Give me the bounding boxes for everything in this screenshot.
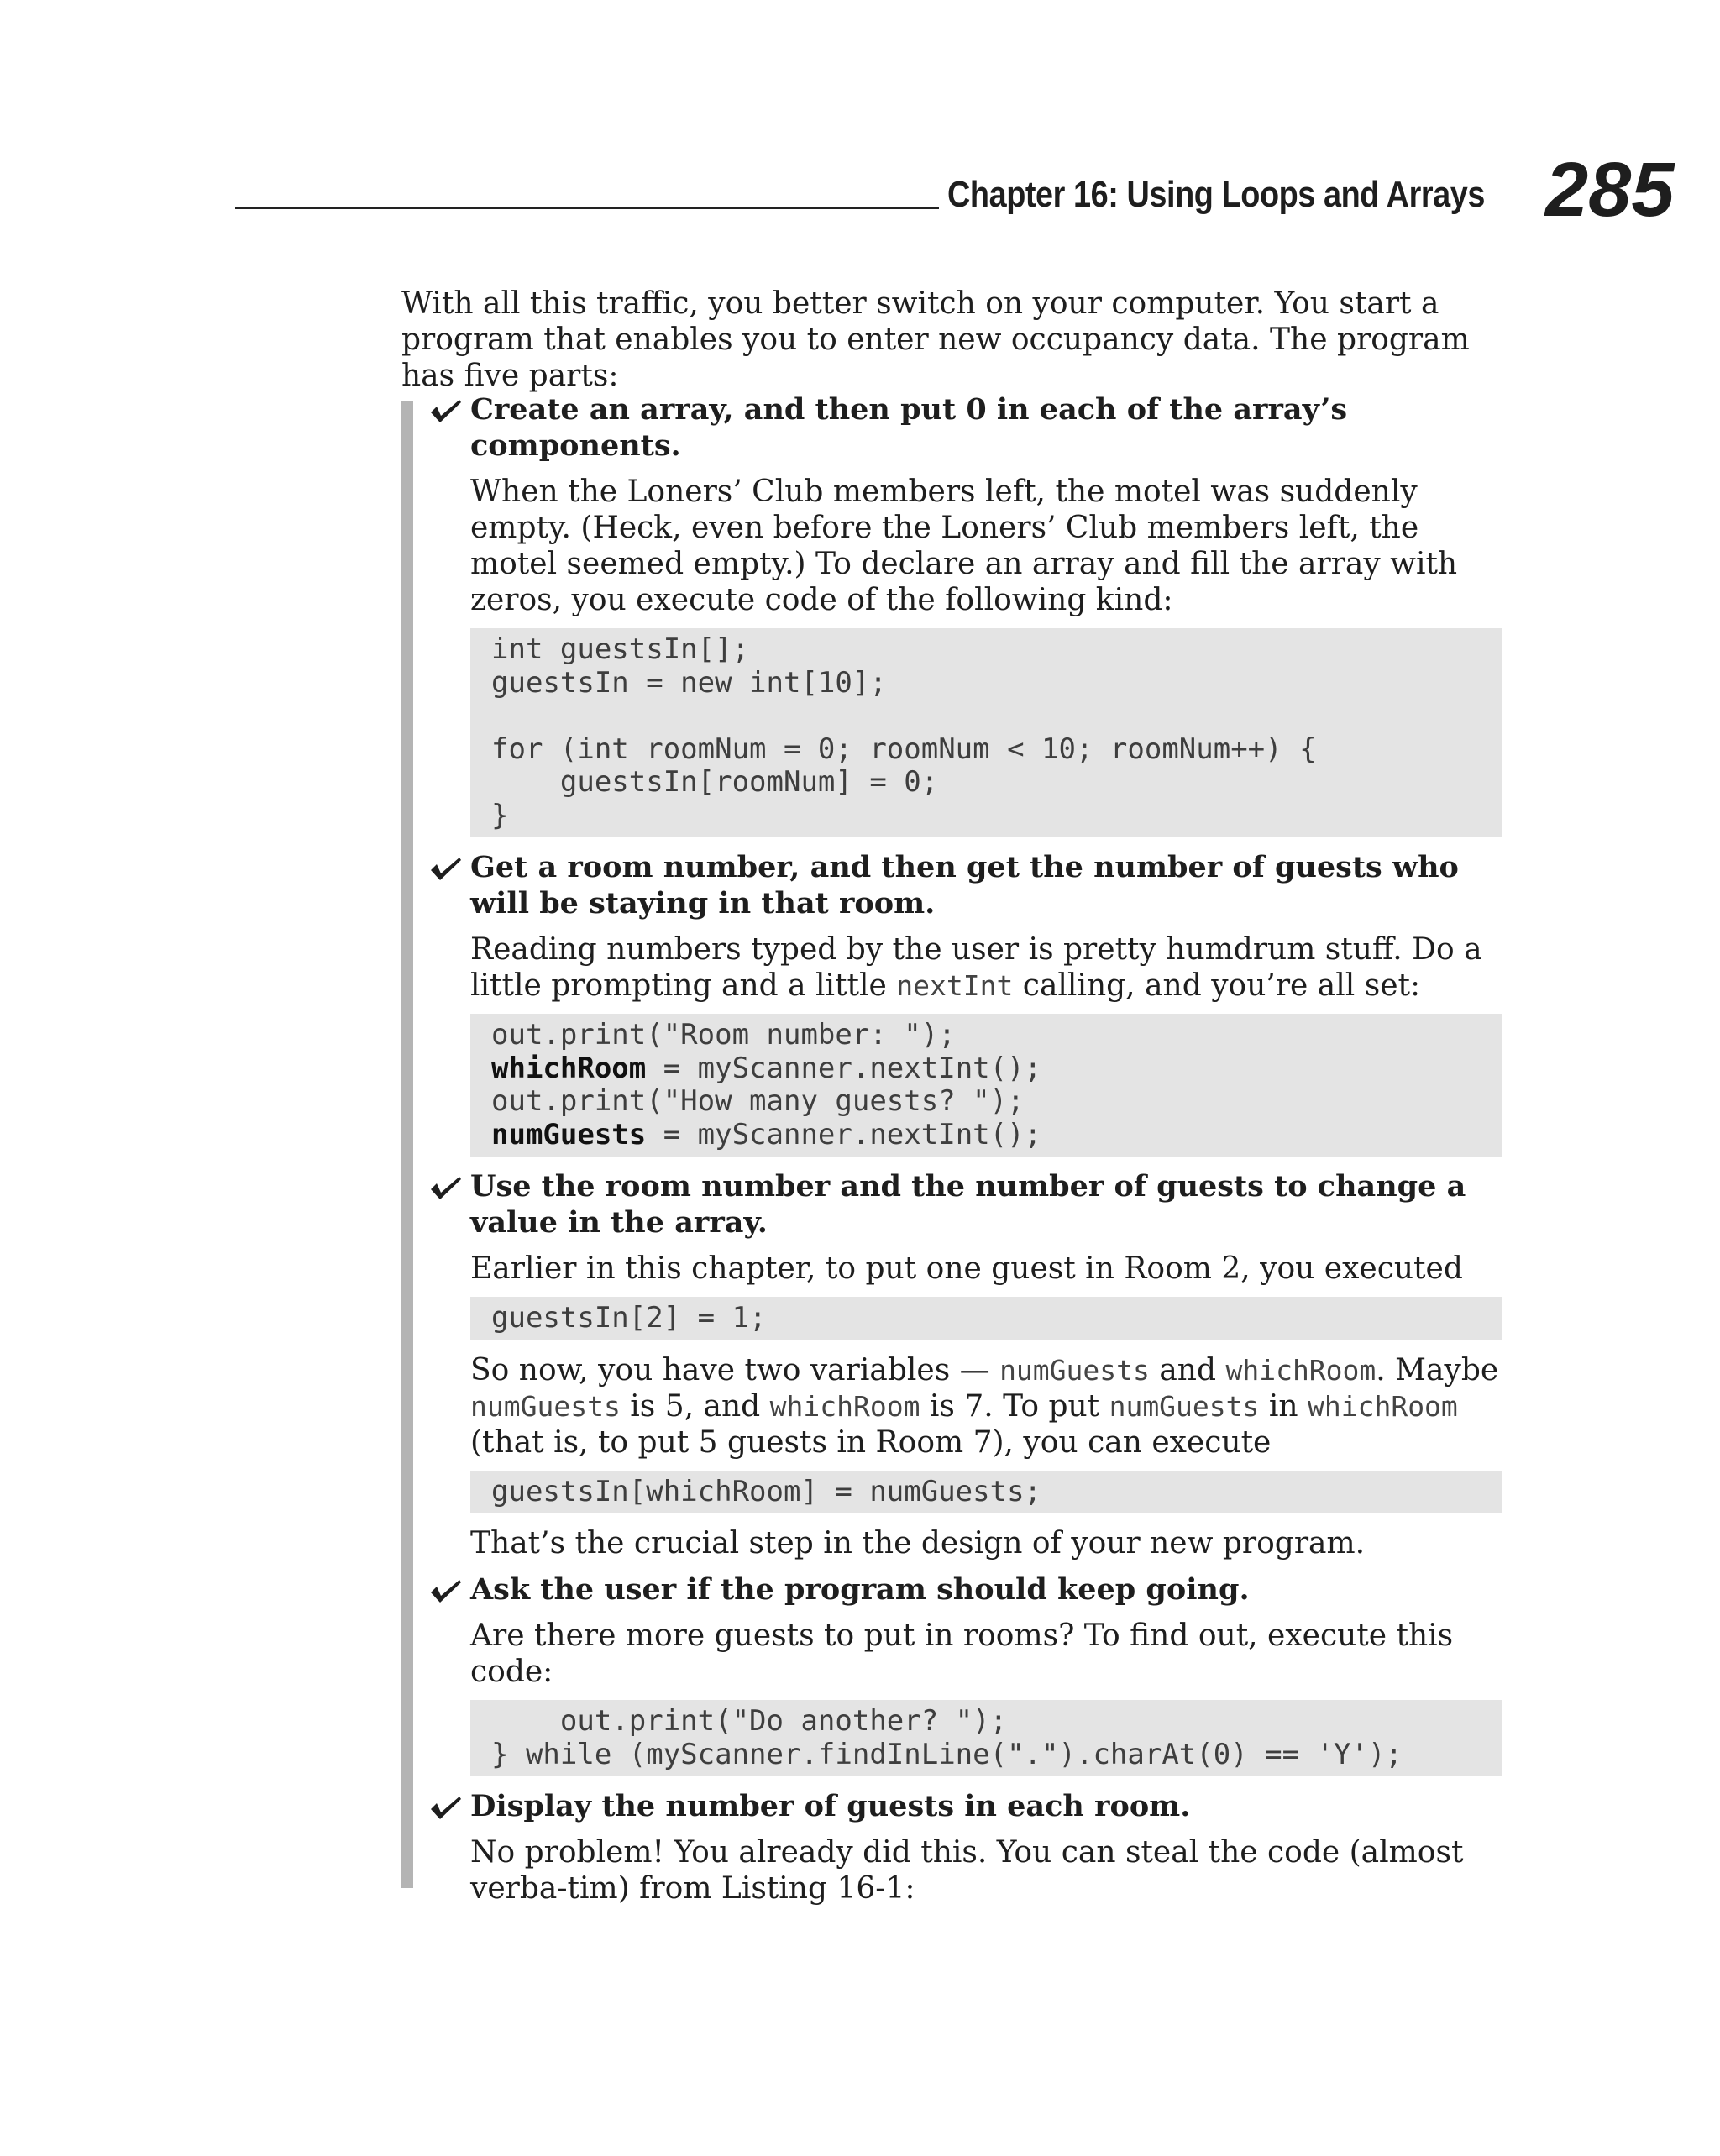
list-item — [428, 1168, 1502, 1561]
code-line: out.print("How many guests? "); — [491, 1084, 1025, 1118]
item-heading: Ask the user if the program should keep going. — [470, 1572, 1250, 1607]
text-run: is 7. To put — [920, 1388, 1109, 1424]
item-paragraph: That’s the crucial step in the design of your new program. — [470, 1526, 1366, 1561]
item-heading: Display the number of guests in each room. — [470, 1789, 1191, 1823]
item-heading: Get a room number, and then get the number of guests who will be staying in that room. — [470, 850, 1459, 921]
text-run: is 5, and — [620, 1388, 770, 1424]
checkmark-icon — [428, 1576, 462, 1605]
item-paragraph — [470, 1352, 1502, 1461]
code-line: out.print("Do another? "); — [491, 1704, 1008, 1738]
code-text: = myScanner.nextInt(); — [646, 1117, 1042, 1151]
code-variable: numGuests — [491, 1117, 647, 1151]
code-line — [491, 700, 1481, 733]
text-run: and — [1149, 1352, 1226, 1387]
steps-list — [428, 391, 1502, 1917]
intro-paragraph: With all this traffic, you better switch on your computer. You start a program that enables you to enter new occupancy data. The program has five parts: — [401, 286, 1470, 393]
item-heading: Use the room number and the number of guests to change a value in the array. — [470, 1169, 1466, 1240]
code-line: int guestsIn[]; — [491, 632, 750, 666]
code-block — [470, 628, 1502, 837]
item-paragraph — [470, 931, 1502, 1004]
checkmark-icon — [428, 1173, 462, 1202]
item-paragraph: Earlier in this chapter, to put one guest in Room 2, you executed — [470, 1251, 1463, 1286]
code-line: } while (myScanner.findInLine(".").charAt(0) == 'Y'); — [491, 1737, 1403, 1771]
code-line: guestsIn[2] = 1; — [491, 1301, 767, 1335]
inline-code: numGuests — [470, 1389, 621, 1423]
code-block — [470, 1700, 1502, 1776]
code-line: out.print("Room number: "); — [491, 1018, 956, 1052]
inline-code: nextInt — [896, 969, 1014, 1002]
code-block — [470, 1297, 1502, 1340]
code-block — [470, 1471, 1502, 1514]
code-variable: whichRoom — [491, 1051, 647, 1085]
inline-code: numGuests — [999, 1353, 1150, 1387]
code-line — [491, 1119, 1481, 1152]
item-paragraph: Are there more guests to put in rooms? To find out, execute this code: — [470, 1618, 1454, 1689]
item-heading: Create an array, and then put 0 in each of the array’s components. — [470, 392, 1348, 463]
text-run: in — [1259, 1388, 1308, 1424]
code-block — [470, 1014, 1502, 1157]
item-paragraph: When the Loners’ Club members left, the motel was suddenly empty. (Heck, even before the Loners’ Club members left, the motel seemed empty.) To declare an array and fill the array with zeros, you execute code of the following kind: — [470, 475, 1458, 617]
code-line: guestsIn = new int[10]; — [491, 665, 887, 700]
code-line: guestsIn[roomNum] = 0; — [491, 765, 939, 799]
item-paragraph: No problem! You already did this. You can steal the code (almost verba-tim) from Listing 16-1: — [470, 1835, 1464, 1906]
code-line: for (int roomNum = 0; roomNum < 10; roomNum++) { — [491, 732, 1317, 766]
text-run: calling, and you’re all set: — [1013, 968, 1421, 1003]
checkmark-icon — [428, 396, 462, 425]
checkmark-icon — [428, 854, 462, 883]
code-line: guestsIn[whichRoom] = numGuests; — [491, 1474, 1042, 1508]
list-item — [428, 1788, 1502, 1907]
checkmark-icon — [428, 1793, 462, 1822]
list-item — [428, 391, 1502, 837]
text-run: . Maybe — [1376, 1352, 1499, 1387]
page-number: 285 — [1545, 147, 1675, 233]
inline-code: numGuests — [1109, 1389, 1260, 1423]
inline-code: whichRoom — [1225, 1353, 1377, 1387]
header-rule — [235, 207, 939, 209]
inline-code: whichRoom — [769, 1389, 920, 1423]
text-run: Reading numbers typed by the user is pretty humdrum stuff. Do a little prompting and a little — [470, 932, 1482, 1003]
code-text: = myScanner.nextInt(); — [646, 1051, 1042, 1085]
list-item — [428, 1571, 1502, 1776]
list-item — [428, 849, 1502, 1157]
text-run: (that is, to put 5 guests in Room 7), you can execute — [470, 1424, 1272, 1460]
code-line — [491, 1052, 1481, 1086]
text-run: So now, you have two variables — — [470, 1352, 1000, 1387]
list-side-bar — [401, 401, 413, 1888]
running-head-chapter-title: Chapter 16: Using Loops and Arrays — [947, 174, 1486, 215]
inline-code: whichRoom — [1307, 1389, 1458, 1423]
code-line: } — [491, 798, 509, 832]
